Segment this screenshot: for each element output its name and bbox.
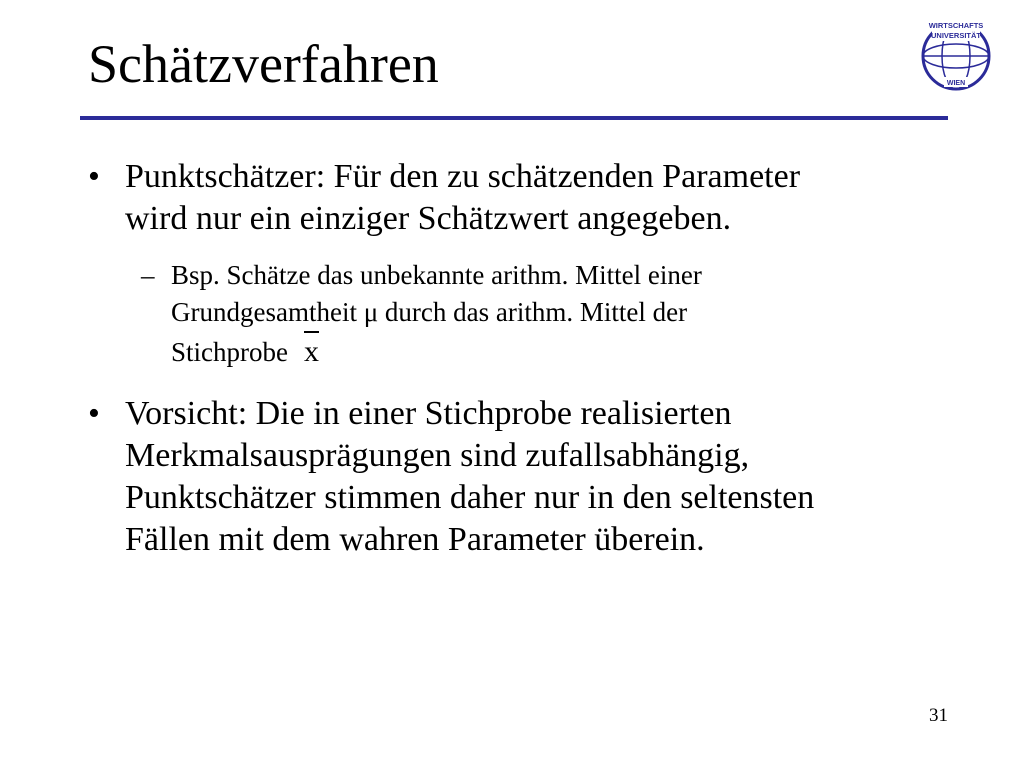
bullet-text-line: Punktschätzer: Für den zu schätzenden Parameter (125, 158, 801, 195)
sub-bullet-example (141, 257, 702, 371)
bullet-point-estimator (88, 156, 801, 240)
university-logo (918, 16, 994, 92)
bullet-caution (88, 393, 815, 561)
bullet-text-line: Merkmalsausprägungen sind zufallsabhängig, (125, 437, 750, 474)
logo-line-1: WIRTSCHAFTS (928, 21, 984, 30)
title-divider (80, 116, 948, 120)
bullet-text-line: Vorsicht: Die in einer Stichprobe realisierten (125, 395, 732, 432)
sub-bullet-text-line: Bsp. Schätze das unbekannte arithm. Mittel einer (171, 260, 702, 290)
logo-line-2: UNIVERSITÄT (930, 31, 982, 40)
page-number: 31 (929, 705, 948, 726)
sub-bullet-text-line: Grundgesamtheit μ durch das arithm. Mittel der (171, 297, 688, 327)
bullet-marker: • (88, 395, 100, 432)
sample-mean-symbol: x (304, 331, 319, 370)
bullet-text-line: Fällen mit dem wahren Parameter überein. (125, 521, 705, 558)
logo-line-3: WIEN (946, 80, 966, 87)
sub-bullet-text: Stichprobe (171, 337, 288, 367)
bullet-text-line: Punktschätzer stimmen daher nur in den seltensten (125, 479, 815, 516)
bullet-marker: • (88, 158, 100, 195)
slide-title: Schätzverfahren (88, 34, 439, 94)
sub-bullet-text-line-with-symbol (171, 331, 702, 371)
bullet-text-line: wird nur ein einziger Schätzwert angegeben. (125, 200, 732, 237)
sub-bullet-marker: – (141, 260, 155, 290)
